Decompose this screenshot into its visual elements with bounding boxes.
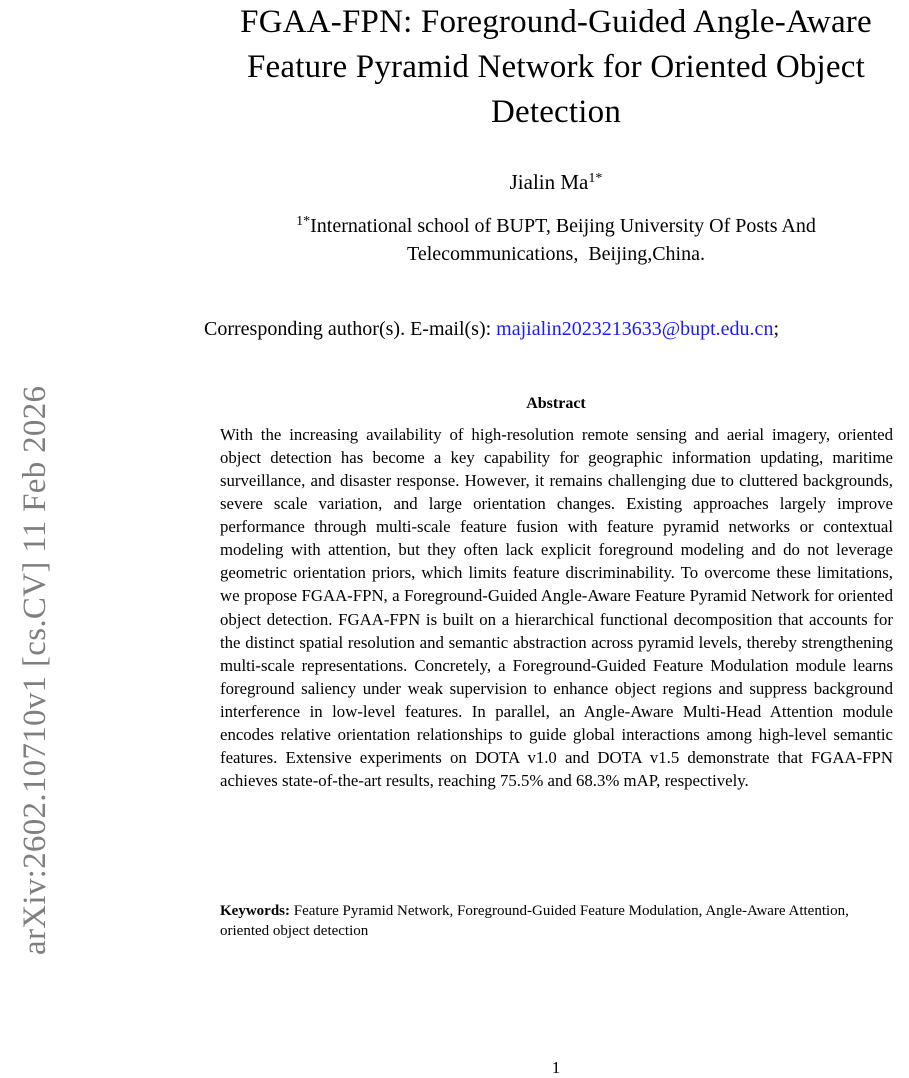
affiliation	[205, 212, 907, 268]
email-link[interactable]: majialin2023213633@bupt.edu.cn	[496, 318, 774, 340]
keywords	[220, 901, 893, 941]
corresponding-suffix: ;	[773, 318, 779, 340]
corresponding-label: Corresponding author(s). E-mail(s):	[204, 318, 497, 340]
abstract-text: With the increasing availability of high-resolution remote sensing and aerial imagery, oriented object detection has become a key capability for geographic information updating, maritime surveillance, and disaster response. However, it remains challenging due to cluttered backgrounds, severe scale variation, and large orientation changes. Existing approaches largely improve performance through multi-scale feature fusion with feature pyramid networks or contextual modeling with attention, but they often lack explicit foreground modeling and do not leverage geometric orientation priors, which limits feature discriminability. To overcome these limitations, we propose FGAA-FPN, a Foreground-Guided Angle-Aware Feature Pyramid Network for oriented object detection. FGAA-FPN is built on a hierarchical functional decomposition that accounts for the distinct spatial resolution and semantic abstraction across pyramid levels, thereby strengthening multi-scale representations. Concretely, a Foreground-Guided Feature Modulation module learns foreground saliency under weak supervision to enhance object regions and suppress background interference in low-level features. In parallel, an Angle-Aware Multi-Head Attention module encodes relative orientation relationships to guide global interactions among high-level semantic features. Extensive experiments on DOTA v1.0 and DOTA v1.5 demonstrate that FGAA-FPN achieves state-of-the-art results, reaching 75.5% and 68.3% mAP, respectively.	[220, 425, 893, 790]
title-line-1: FGAA-FPN: Foreground-Guided Angle-Aware	[240, 4, 872, 40]
title-line-2: Feature Pyramid Network for Oriented Object	[247, 49, 865, 85]
author-line	[205, 170, 907, 195]
keywords-label: Keywords:	[220, 903, 290, 919]
arxiv-identifier: arXiv:2602.10710v1 [cs.CV] 11 Feb 2026	[17, 385, 53, 955]
paper-title	[205, 0, 907, 135]
abstract-heading: Abstract	[526, 395, 586, 412]
page-number: 1	[551, 1058, 561, 1077]
title-line-3: Detection	[490, 94, 622, 130]
author-affiliation-marker: 1*	[588, 171, 603, 186]
affiliation-line-1	[205, 212, 907, 240]
affiliation-marker: 1*	[296, 214, 311, 229]
affiliation-text-1: International school of BUPT, Beijing University Of Posts And	[310, 215, 816, 237]
keywords-text: Feature Pyramid Network, Foreground-Guided Feature Modulation, Angle-Aware Attention, oriented object detection	[220, 903, 849, 939]
affiliation-line-2: Telecommunications, Beijing,China.	[407, 243, 705, 265]
corresponding-author	[204, 318, 779, 341]
author-name: Jialin Ma	[509, 170, 589, 194]
